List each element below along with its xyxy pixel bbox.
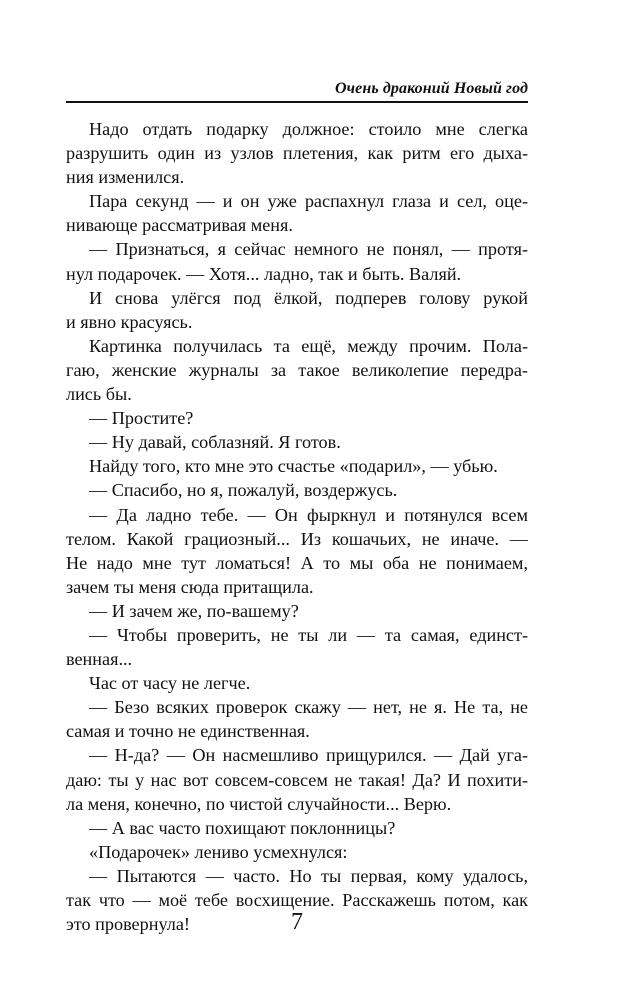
text-line: — Чтобы проверить, не ты ли — та самая, единст- — [89, 624, 528, 645]
text-line: даю: ты у нас вот совсем-совсем не такая! Да? И похити- — [66, 769, 528, 790]
text-line: — Простите? — [89, 408, 194, 429]
page-number: 7 — [291, 909, 303, 935]
text-line: нул подарочек. — Хотя... ладно, так и быть. Валяй. — [66, 263, 462, 284]
text-line: телом. Какой грациозный... Из кошачьих, не иначе. — — [66, 528, 528, 549]
text-line: самая и точно не единственная. — [66, 721, 310, 742]
text-line: лись бы. — [66, 384, 132, 405]
text-line: и явно красуясь. — [66, 311, 193, 332]
text-line: гаю, женские журналы за такое великолепие передра- — [66, 359, 528, 380]
text-line: — Ну давай, соблазняй. Я готов. — [89, 432, 341, 453]
text-line: — Безо всяких проверок скажу — нет, не я. Не та, не — [89, 697, 528, 718]
text-line: зачем ты меня сюда притащила. — [66, 576, 314, 597]
text-line: «Подарочек» лениво усмехнулся: — [89, 841, 348, 862]
text-line: так что — моё тебе восхищение. Расскажешь потом, как — [66, 890, 528, 910]
text-line: Пара секунд — и он уже распахнул глаза и сел, оце- — [89, 191, 528, 212]
text-line: венная... — [66, 649, 133, 670]
text-line: Час от часу не легче. — [89, 673, 251, 694]
text-line: Надо отдать подарку должное: стоило мне слегка — [89, 119, 528, 139]
text-line: И снова улёгся под ёлкой, подперев голову рукой — [89, 287, 528, 308]
text-line: — Да ладно тебе. — Он фыркнул и потянулся всем — [89, 504, 528, 525]
text-line: Картинка получилась та ещё, между прочим. Пола- — [89, 335, 528, 356]
text-line: Найду того, кто мне это счастье «подарил», — убью. — [89, 456, 498, 477]
text-line: нивающе рассматривая меня. — [66, 215, 293, 236]
text-line: — Спасибо, но я, пожалуй, воздержусь. — [89, 480, 398, 501]
text-line: — А вас часто похищают поклонницы? — [89, 817, 396, 838]
body-text — [66, 117, 528, 936]
text-line: ния изменился. — [66, 167, 185, 188]
running-head: Очень драконий Новый год — [335, 80, 528, 97]
text-line: это провернула! — [66, 914, 190, 935]
header-rule — [66, 101, 528, 103]
text-line: ла меня, конечно, по чистой случайности... Верю. — [66, 793, 452, 814]
text-line: — Признаться, я сейчас немного не понял, — протя- — [89, 239, 528, 260]
text-line: — Н-да? — Он насмешливо прищурился. — Дай уга- — [89, 745, 528, 766]
text-line: Не надо мне тут ломаться! А то мы оба не понимаем, — [66, 552, 528, 573]
text-line: — Пытаются — часто. Но ты первая, кому удалось, — [89, 865, 528, 886]
text-line: разрушить один из узлов плетения, как ритм его дыха- — [66, 143, 528, 164]
text-line: — И зачем же, по-вашему? — [89, 600, 299, 621]
